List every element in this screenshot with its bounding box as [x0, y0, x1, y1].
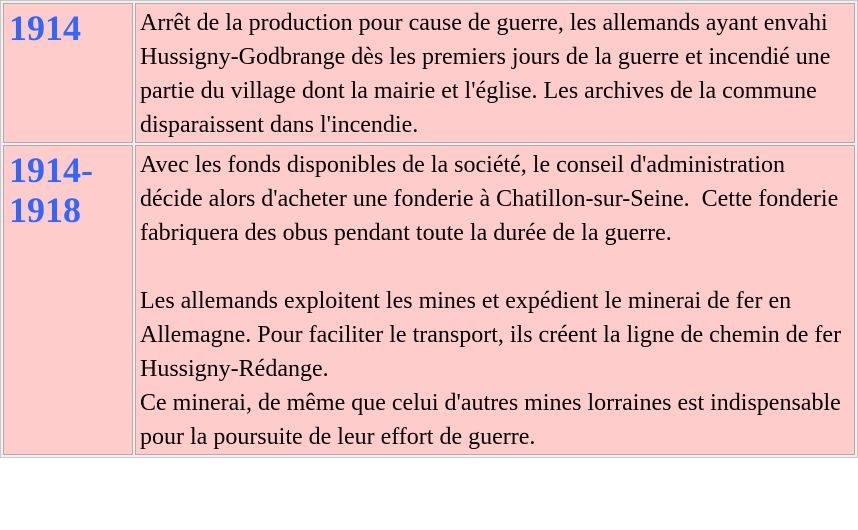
timeline-row-1914: [3, 3, 855, 143]
timeline-row-1914-1918: [3, 145, 855, 455]
event-paragraph: Les allemands exploitent les mines et expédient le minerai de fer en Allemagne. Pour faciliter le transport, ils créent la ligne de chemin de fer Hussigny-Rédange.: [140, 288, 842, 382]
year-label-start: 1914-: [9, 150, 93, 190]
year-label-end: 1918: [9, 190, 81, 230]
paragraph-spacer: [140, 250, 848, 284]
year-cell: [3, 3, 133, 143]
event-description-cell: [135, 145, 855, 455]
event-paragraph: Arrêt de la production pour cause de guerre, les allemands ayant envahi Hussigny-Godbrange dès les premiers jours de la guerre et incendié une partie du village dont la mairie et l'église. Les archives de la commune disparaissent dans l'incendie.: [140, 10, 831, 138]
event-description-cell: [135, 3, 855, 143]
year-cell: [3, 145, 133, 455]
event-paragraph: Avec les fonds disponibles de la société, le conseil d'administration décide alors d'acheter une fonderie à Chatillon-sur-Seine. Cette fonderie fabriquera des obus pendant toute la durée de la guerre.: [140, 152, 845, 246]
event-paragraph: Ce minerai, de même que celui d'autres mines lorraines est indispensable pour la poursuite de leur effort de guerre.: [140, 390, 841, 450]
year-label: 1914: [9, 8, 81, 48]
